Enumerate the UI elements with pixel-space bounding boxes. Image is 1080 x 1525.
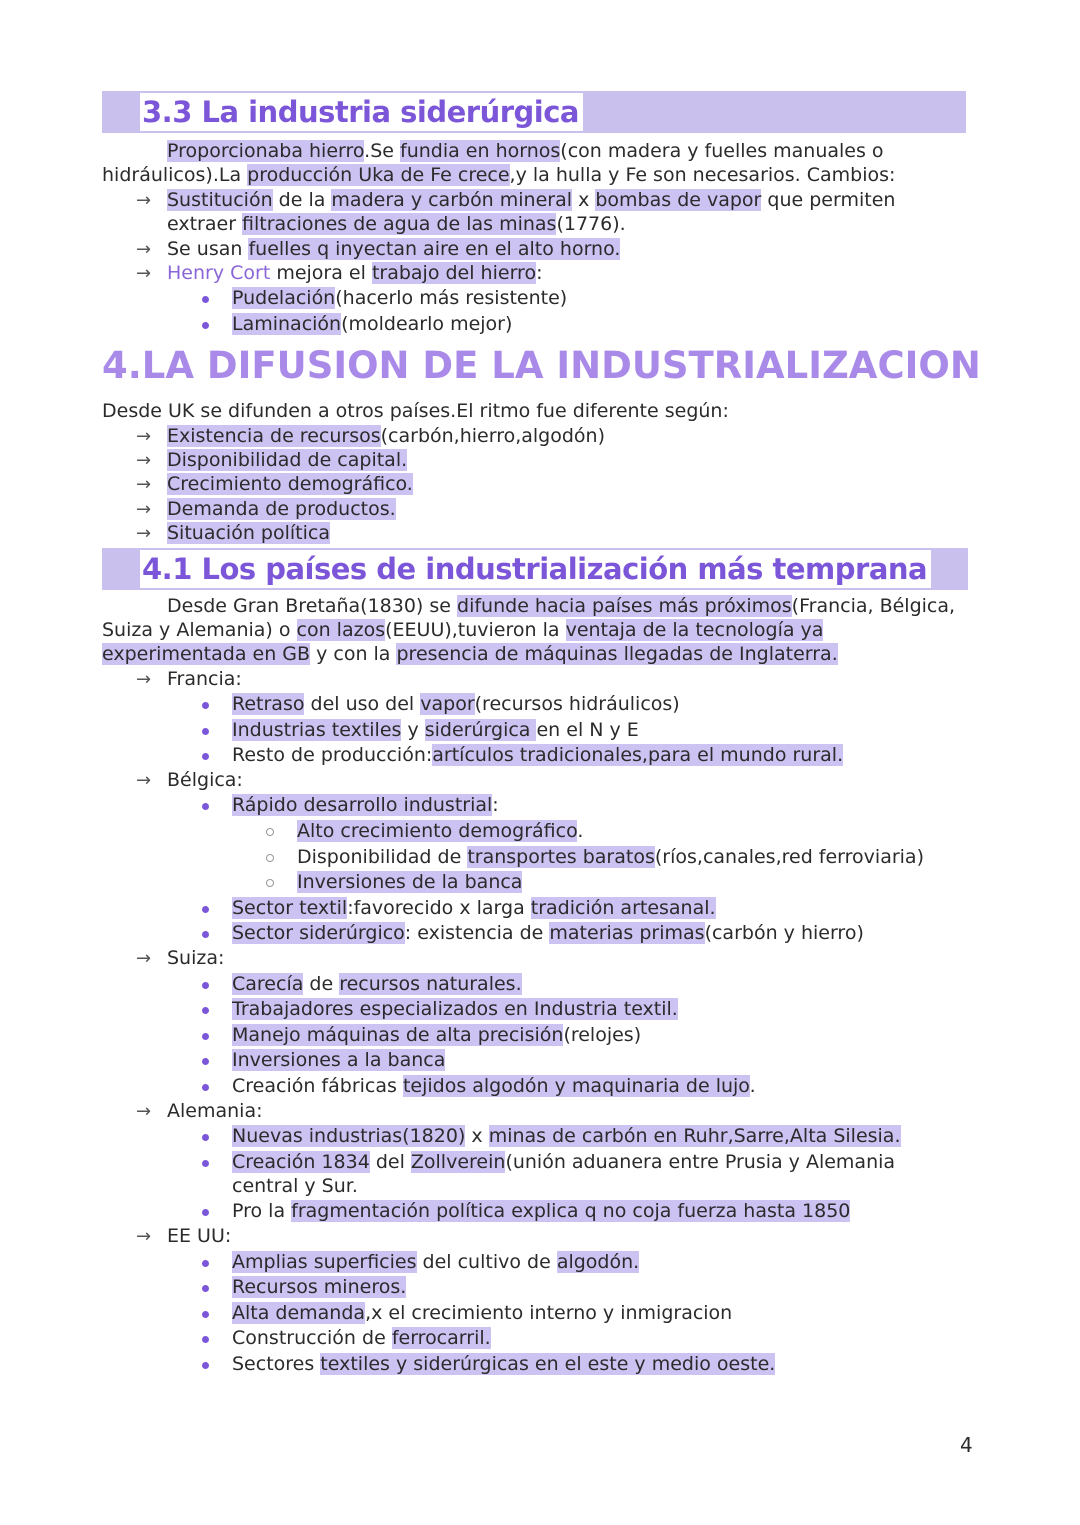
list-item: Laminación(moldearlo mejor)	[232, 313, 513, 335]
bullet-icon	[202, 1058, 209, 1065]
sub-list-item: Disponibilidad de transportes baratos(ríos,canales,red ferroviaria)	[297, 846, 924, 868]
list-item: Recursos mineros.	[232, 1276, 407, 1298]
bullet-icon	[202, 1134, 209, 1141]
list-item: Crecimiento demográfico.	[167, 473, 413, 495]
arrow-icon: →	[136, 523, 152, 544]
sub-list-item: Inversiones de la banca	[297, 871, 523, 893]
list-item: Rápido desarrollo industrial:	[232, 794, 499, 816]
bullet-icon	[202, 1033, 209, 1040]
bullet-icon	[202, 1209, 209, 1216]
bullet-icon	[202, 296, 209, 303]
country-label: Alemania:	[167, 1100, 263, 1122]
bullet-icon	[202, 1007, 209, 1014]
country-label: Bélgica:	[167, 769, 243, 791]
list-item-cont: central y Sur.	[232, 1175, 358, 1197]
list-item: Industrias textiles y siderúrgica en el N y E	[232, 719, 639, 741]
list-item: Manejo máquinas de alta precisión(relojes)	[232, 1024, 642, 1046]
list-item: Situación política	[167, 522, 330, 544]
bullet-icon	[202, 1362, 209, 1369]
text-line: hidráulicos).La producción Uka de Fe crece,y la hulla y Fe son necesarios. Cambios:	[102, 164, 896, 186]
list-item: Existencia de recursos(carbón,hierro,algodón)	[167, 425, 605, 447]
sub-bullet-icon	[266, 828, 274, 836]
list-item: Creación fábricas tejidos algodón y maquinaria de lujo.	[232, 1075, 756, 1097]
arrow-icon: →	[136, 1226, 152, 1247]
arrow-icon: →	[136, 263, 152, 284]
list-item: Carecía de recursos naturales.	[232, 973, 522, 995]
bullet-icon	[202, 803, 209, 810]
arrow-icon: →	[136, 426, 152, 447]
text-line: experimentada en GB y con la presencia de máquinas llegadas de Inglaterra.	[102, 643, 838, 665]
country-label: EE UU:	[167, 1225, 232, 1247]
list-item: Inversiones a la banca	[232, 1049, 446, 1071]
bullet-icon	[202, 906, 209, 913]
list-item: Sector siderúrgico: existencia de materias primas(carbón y hierro)	[232, 922, 864, 944]
arrow-icon: →	[136, 669, 152, 690]
text-line: Proporcionaba hierro.Se fundia en hornos(con madera y fuelles manuales o	[167, 140, 884, 162]
list-item: Pro la fragmentación política explica q no coja fuerza hasta 1850	[232, 1200, 851, 1222]
arrow-icon: →	[136, 1101, 152, 1122]
page-number: 4	[960, 1433, 973, 1457]
list-item: Disponibilidad de capital.	[167, 449, 408, 471]
bullet-icon	[202, 728, 209, 735]
list-item: Pudelación(hacerlo más resistente)	[232, 287, 568, 309]
bullet-icon	[202, 1336, 209, 1343]
sub-bullet-icon	[266, 854, 274, 862]
list-item: Resto de producción:artículos tradicionales,para el mundo rural.	[232, 744, 844, 766]
arrow-icon: →	[136, 239, 152, 260]
arrow-icon: →	[136, 190, 152, 211]
list-item: Nuevas industrias(1820) x minas de carbón en Ruhr,Sarre,Alta Silesia.	[232, 1125, 901, 1147]
section-title: 4.1 Los países de industrialización más temprana	[140, 550, 931, 588]
list-item: Amplias superficies del cultivo de algodón.	[232, 1251, 640, 1273]
bullet-icon	[202, 753, 209, 760]
list-item: Alta demanda,x el crecimiento interno y inmigracion	[232, 1302, 733, 1324]
bullet-icon	[202, 931, 209, 938]
list-item: Construcción de ferrocarril.	[232, 1327, 491, 1349]
list-item: Demanda de productos.	[167, 498, 396, 520]
bullet-icon	[202, 1160, 209, 1167]
text-line: Desde UK se difunden a otros países.El ritmo fue diferente según:	[102, 400, 729, 422]
list-item: Trabajadores especializados en Industria textil.	[232, 998, 678, 1020]
arrow-icon: →	[136, 474, 152, 495]
sub-bullet-icon	[266, 879, 274, 887]
bullet-icon	[202, 1084, 209, 1091]
text-line: Desde Gran Bretaña(1830) se difunde hacia países más próximos(Francia, Bélgica,	[167, 595, 956, 617]
arrow-icon: →	[136, 948, 152, 969]
list-item: Sector textil:favorecido x larga tradición artesanal.	[232, 897, 716, 919]
arrow-icon: →	[136, 770, 152, 791]
bullet-icon	[202, 1311, 209, 1318]
chapter-title: 4.LA DIFUSION DE LA INDUSTRIALIZACION	[102, 344, 981, 387]
arrow-icon: →	[136, 450, 152, 471]
country-label: Francia:	[167, 668, 242, 690]
bullet-icon	[202, 322, 209, 329]
sub-list-item: Alto crecimiento demográfico.	[297, 820, 584, 842]
list-item-cont: extraer filtraciones de agua de las minas(1776).	[167, 213, 626, 235]
bullet-icon	[202, 1260, 209, 1267]
list-item: Sectores textiles y siderúrgicas en el este y medio oeste.	[232, 1353, 776, 1375]
bullet-icon	[202, 982, 209, 989]
list-item: Creación 1834 del Zollverein(unión aduanera entre Prusia y Alemania	[232, 1151, 896, 1173]
arrow-icon: →	[136, 499, 152, 520]
list-item: Retraso del uso del vapor(recursos hidráulicos)	[232, 693, 680, 715]
section-title: 3.3 La industria siderúrgica	[140, 93, 583, 131]
list-item: Se usan fuelles q inyectan aire en el alto horno.	[167, 238, 621, 260]
text-line: Suiza y Alemania) o con lazos(EEUU),tuvieron la ventaja de la tecnología ya	[102, 619, 824, 641]
bullet-icon	[202, 1285, 209, 1292]
section-header-4-1	[102, 548, 968, 590]
list-item: Sustitución de la madera y carbón mineral x bombas de vapor que permiten	[167, 189, 896, 211]
country-label: Suiza:	[167, 947, 225, 969]
bullet-icon	[202, 702, 209, 709]
section-header-3-3	[102, 91, 966, 133]
list-item: Henry Cort mejora el trabajo del hierro:	[167, 262, 543, 284]
